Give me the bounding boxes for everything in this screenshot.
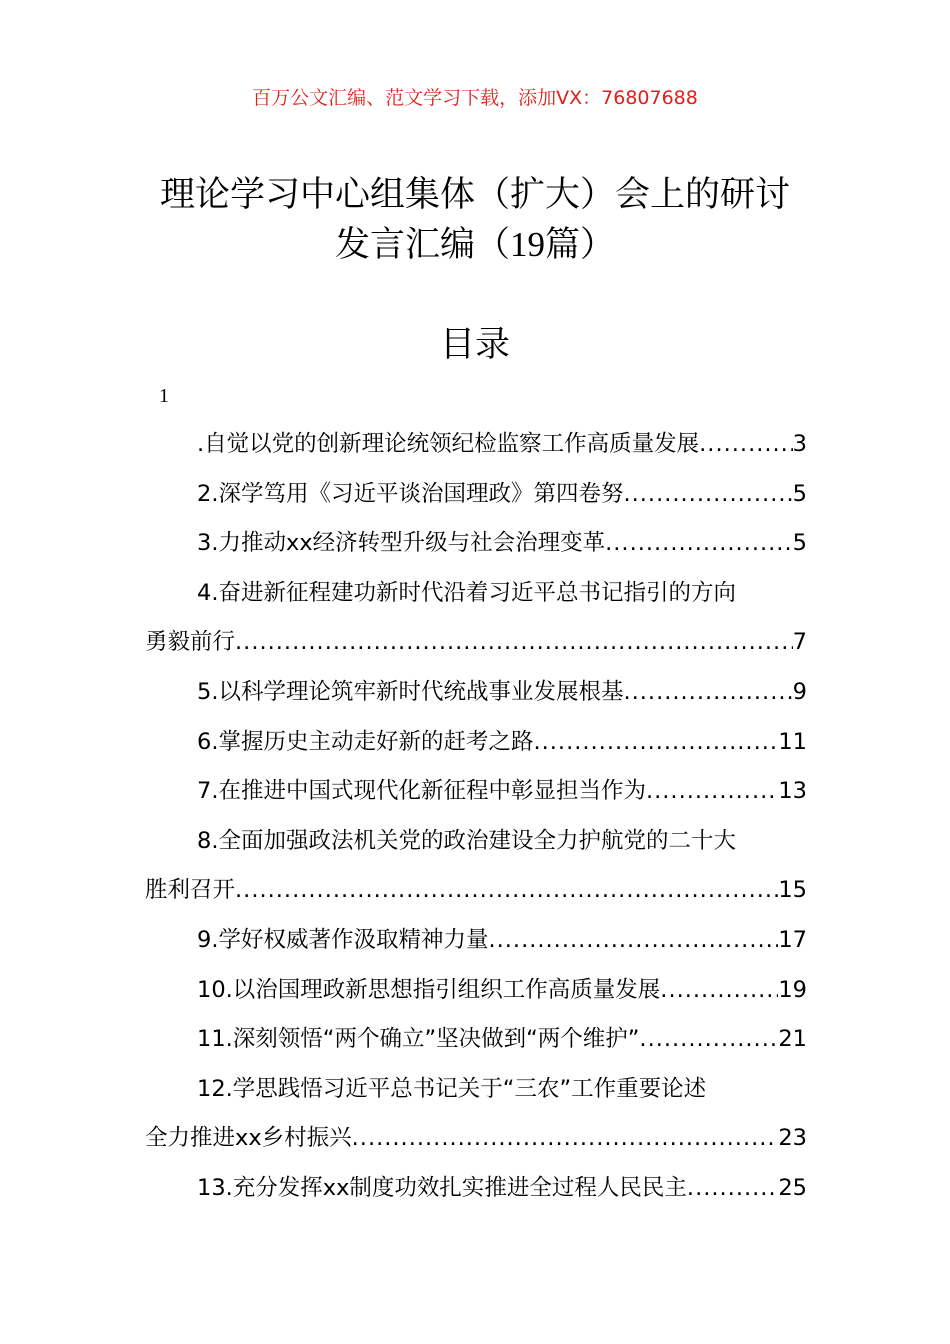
toc-entry-3[interactable]: 3.力推动xx经济转型升级与社会治理变革 ..... 5: [145, 519, 807, 569]
toc-entry-4[interactable]: 4.奋进新征程建功新时代沿着习近平总书记指引的方向 勇毅前行 ..... 7: [145, 569, 807, 668]
toc-entry-8[interactable]: 8.全面加强政法机关党的政治建设全力护航党的二十大 胜利召开 ..... 15: [145, 817, 807, 916]
dot-leader: [488, 916, 778, 966]
toc-entry-12[interactable]: 12.学思践悟习近平总书记关于“三农”工作重要论述 全力推进xx乡村振兴 ..... 23: [145, 1065, 807, 1164]
page-number: 7: [792, 629, 807, 656]
title-line-1: 理论学习中心组集体（扩大）会上的研讨: [159, 175, 790, 215]
page-number: 25: [778, 1174, 807, 1201]
document-title: [0, 170, 950, 270]
toc-entry-13[interactable]: 13.充分发挥xx制度功效扎实推进全过程人民民主 ..... 25: [145, 1164, 807, 1214]
toc-entry-5[interactable]: 5.以科学理论筑牢新时代统战事业发展根基 ..... 9: [145, 668, 807, 718]
toc-entry-9[interactable]: 9.学好权威著作汲取精神力量 ..... 17: [145, 916, 807, 966]
dot-leader: [687, 1164, 778, 1214]
dot-leader: [623, 470, 792, 520]
page-number: 21: [778, 1026, 807, 1053]
toc-entry-2[interactable]: 2.深学笃用《习近平谈治国理政》第四卷努 ..... 5: [145, 470, 807, 520]
dot-leader: [605, 519, 793, 569]
watermark-banner: 百万公文汇编、范文学习下载，添加VX：76807688: [252, 87, 698, 109]
dot-leader: [352, 1114, 779, 1164]
page-number: 5: [792, 480, 807, 507]
page-number: 17: [778, 926, 807, 953]
table-of-contents: [145, 420, 807, 1214]
dot-leader: [646, 767, 778, 817]
page-number: 5: [792, 530, 807, 557]
dot-leader: [235, 618, 793, 668]
stray-number: 1: [159, 385, 169, 407]
title-line-2: 发言汇编（19篇）: [334, 225, 616, 265]
toc-entry-11[interactable]: 11.深刻领悟“两个确立”坚决做到“两个维护” ..... 21: [145, 1015, 807, 1065]
page-number: 11: [778, 728, 807, 755]
dot-leader: [660, 966, 778, 1016]
dot-leader: [639, 1015, 778, 1065]
page-number: 15: [778, 877, 807, 904]
page-number: 19: [778, 976, 807, 1003]
toc-entry-7[interactable]: 7.在推进中国式现代化新征程中彰显担当作为 ..... 13: [145, 767, 807, 817]
toc-entry-6[interactable]: 6.掌握历史主动走好新的赶考之路 ..... 11: [145, 718, 807, 768]
page-number: 3: [792, 431, 807, 457]
dot-leader: [623, 668, 792, 718]
dot-leader: [533, 718, 778, 768]
page-number: 13: [778, 778, 807, 805]
dot-leader: [235, 866, 778, 916]
toc-entry-10[interactable]: 10.以治国理政新思想指引组织工作高质量发展 ..... 19: [145, 966, 807, 1016]
toc-entry-1[interactable]: .自觉以党的创新理论统领纪检监察工作高质量发展 ..... 3: [145, 420, 807, 470]
toc-heading: 目录: [439, 325, 510, 365]
dot-leader: [699, 420, 793, 470]
page-number: 23: [778, 1125, 807, 1152]
page-number: 9: [792, 678, 807, 705]
